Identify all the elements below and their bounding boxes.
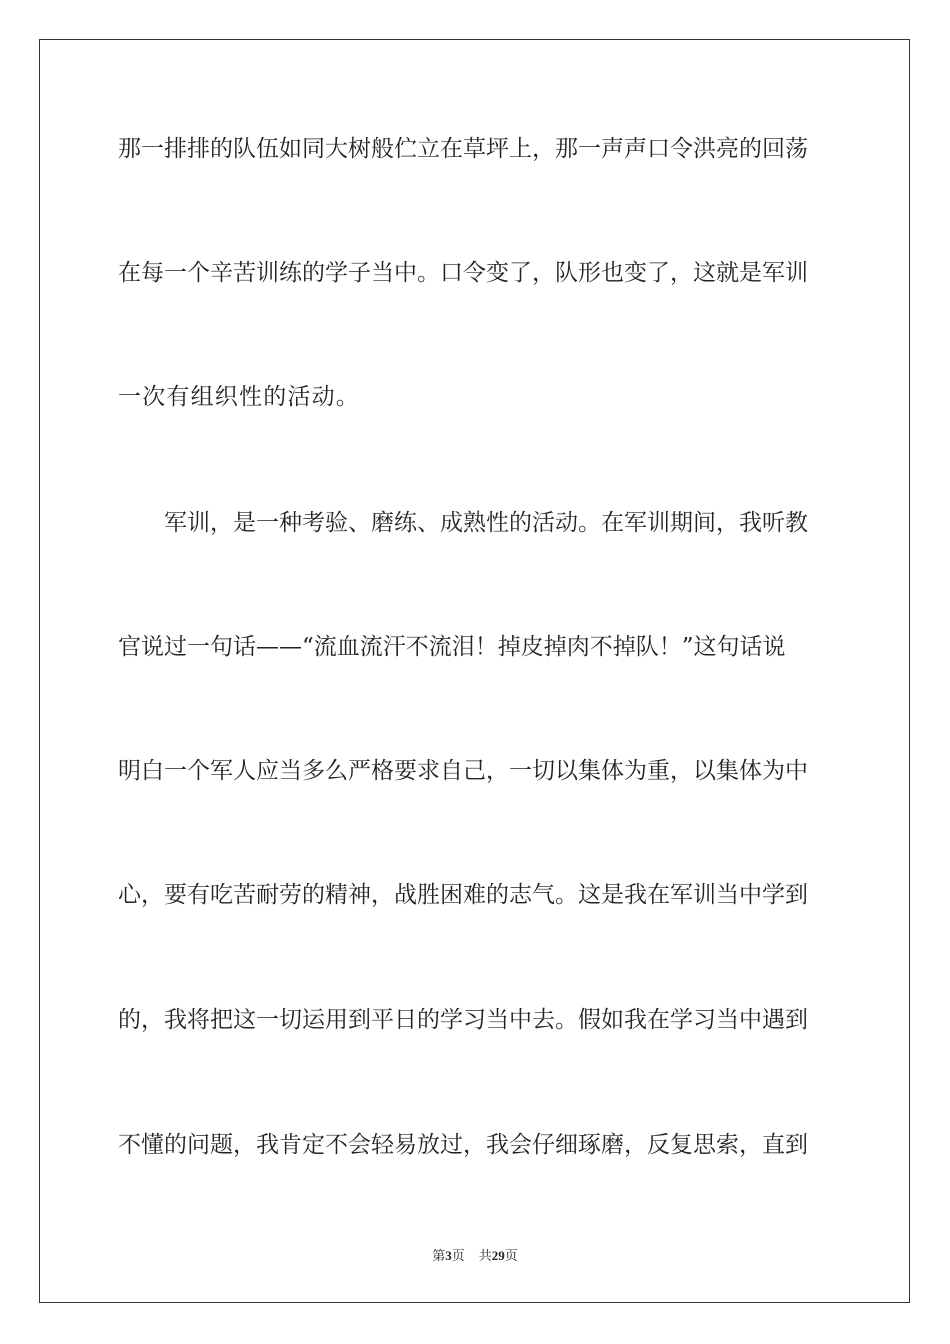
paragraph-line: 军训，是一种考验、磨练、成熟性的活动。在军训期间，我听教 (164, 510, 808, 536)
paragraph-line: 官说过一句话——“流血流汗不流泪！掉皮掉肉不掉队！”这句话说 (118, 634, 786, 660)
paragraph-line: 在每一个辛苦训练的学子当中。口令变了，队形也变了，这就是军训 (118, 260, 808, 286)
page-border (39, 39, 910, 1303)
paragraph-line: 心，要有吃苦耐劳的精神，战胜困难的志气。这是我在军训当中学到 (118, 882, 808, 908)
page-suffix: 页 (451, 1248, 465, 1263)
paragraph-line: 一次有组织性的活动。 (118, 384, 360, 410)
paragraph-line: 不懂的问题，我肯定不会轻易放过，我会仔细琢磨，反复思索，直到 (118, 1132, 808, 1158)
paragraph-line: 的，我将把这一切运用到平日的学习当中去。假如我在学习当中遇到 (118, 1007, 808, 1033)
paragraph-line: 明白一个军人应当多么严格要求自己，一切以集体为重，以集体为中 (118, 758, 808, 784)
total-suffix: 页 (504, 1248, 518, 1263)
page-prefix: 第 (432, 1248, 446, 1263)
page-footer (0, 1247, 950, 1265)
paragraph-line: 那一排排的队伍如同大树般伫立在草坪上，那一声声口令洪亮的回荡 (118, 136, 808, 162)
page-number: 3 (445, 1248, 452, 1263)
total-prefix: 共 (478, 1248, 492, 1263)
total-pages: 29 (491, 1248, 505, 1263)
